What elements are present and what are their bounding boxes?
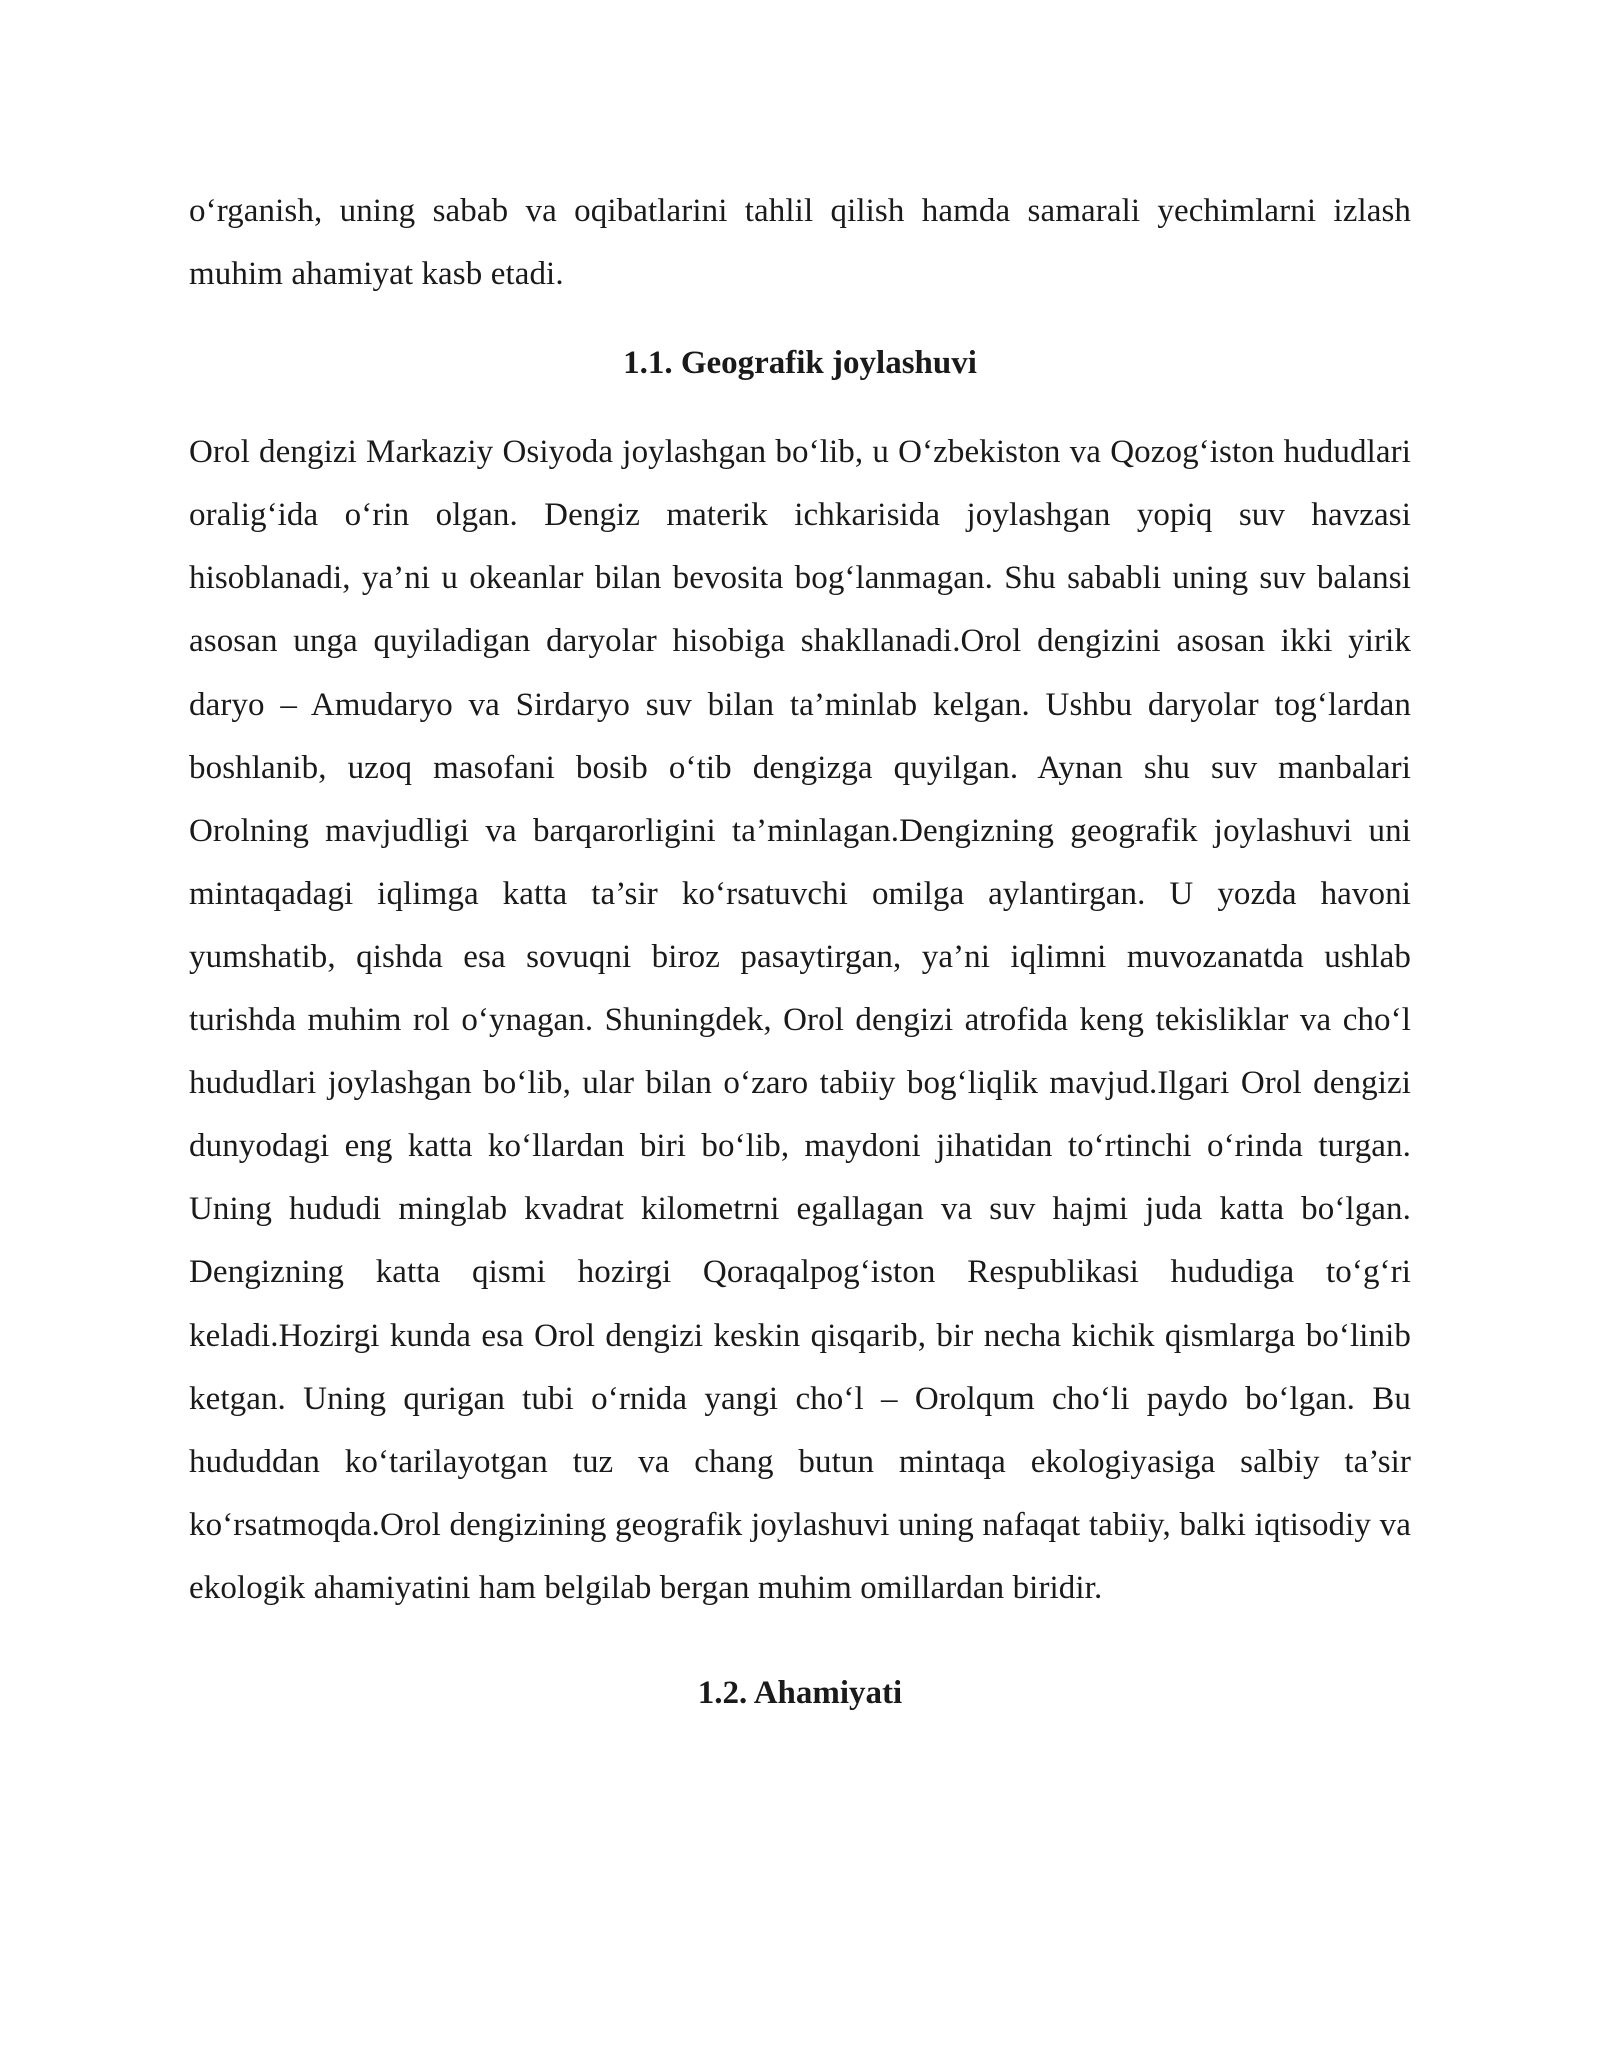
- section-heading-geografik-joylashuvi: 1.1. Geografik joylashuvi: [623, 345, 977, 382]
- section-paragraph-geografik-joylashuvi: Orol dengizi Markaziy Osiyoda joylashgan bo‘lib, u O‘zbekiston va Qozog‘iston hududlari oralig‘ida o‘rin olgan. Dengiz materik ichkarisida joylashgan yopiq suv havzasi hisoblanadi, ya’ni u okeanlar bilan bevosita bog‘lanmagan. Shu sababli uning suv balansi asosan unga quyiladigan daryolar hisobiga shakllanadi.Orol dengizini asosan ikki yirik daryo – Amudaryo va Sirdaryo suv bilan ta’minlab kelgan. Ushbu daryolar tog‘lardan boshlanib, uzoq masofani bosib o‘tib dengizga quyilgan. Aynan shu suv manbalari Orolning mavjudligi va barqarorligini ta’minlagan.Dengizning geografik joylashuvi uni mintaqadagi iqlimga katta ta’sir ko‘rsatuvchi omilga aylantirgan. U yozda havoni yumshatib, qishda esa sovuqni biroz pasaytirgan, ya’ni iqlimni muvozanatda ushlab turishda muhim rol o‘ynagan. Shuningdek, Orol dengizi atrofida keng tekisliklar va cho‘l hududlari joylashgan bo‘lib, ular bilan o‘zaro tabiiy bog‘liqlik mavjud.Ilgari Orol dengizi dunyodagi eng katta ko‘llardan biri bo‘lib, maydoni jihatidan to‘rtinchi o‘rinda turgan. Uning hududi minglab kvadrat kilometrni egallagan va suv hajmi juda katta bo‘lgan. Dengizning katta qismi hozirgi Qoraqalpog‘iston Respublikasi hududiga to‘g‘ri keladi.Hozirgi kunda esa Orol dengizi keskin qisqarib, bir necha kichik qismlarga bo‘linib ketgan. Uning qurigan tubi o‘rnida yangi cho‘l – Orolqum cho‘li paydo bo‘lgan. Bu hududdan ko‘tarilayotgan tuz va chang butun mintaqa ekologiyasiga salbiy ta’sir ko‘rsatmoqda.Orol dengizining geografik joylashuvi uning nafaqat tabiiy, balki iqtisodiy va ekologik ahamiyatini ham belgilab bergan muhim omillardan biridir.: [189, 434, 1411, 1606]
- page-content: [189, 180, 1411, 1725]
- section-heading-ahamiyati: 1.2. Ahamiyati: [697, 1674, 903, 1711]
- intro-paragraph: o‘rganish, uning sabab va oqibatlarini tahlil qilish hamda samarali yechimlarni izlash muhim ahamiyat kasb etadi.: [189, 193, 1411, 293]
